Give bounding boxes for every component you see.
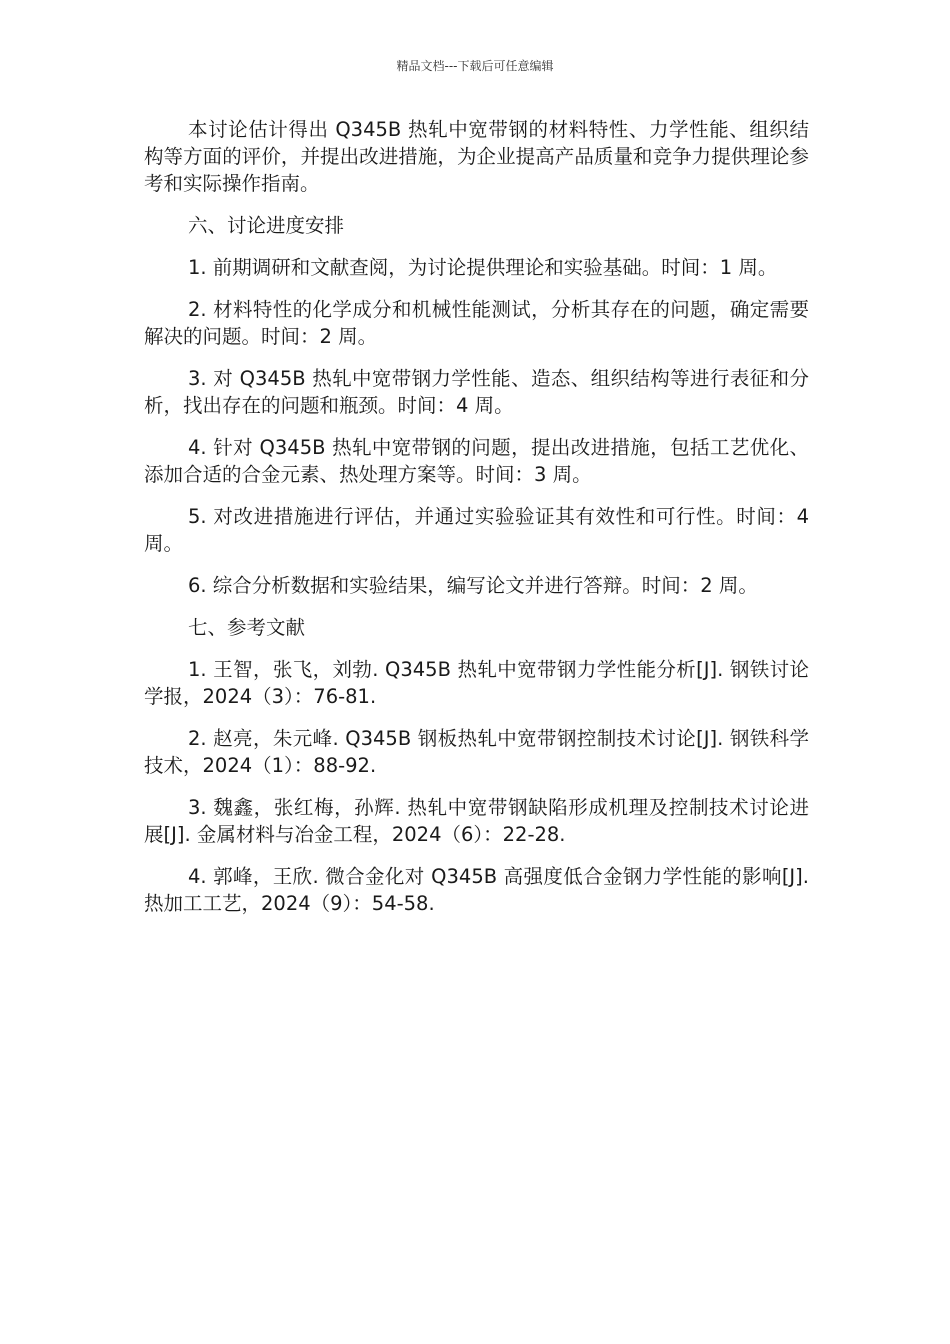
page-header: 精品文档---下载后可任意编辑 [396, 59, 554, 73]
reference-item: 1. 王智，张飞，刘勃. Q345B 热轧中宽带钢力学性能分析[J]. 钢铁讨论学报，2024（3）：76-81. [144, 658, 809, 708]
section-heading-schedule: 六、讨论进度安排 [188, 214, 345, 237]
document-body [144, 116, 809, 932]
schedule-item: 1. 前期调研和文献查阅，为讨论提供理论和实验基础。时间：1 周。 [188, 256, 778, 279]
schedule-item: 2. 材料特性的化学成分和机械性能测试，分析其存在的问题，确定需要解决的问题。时间：2 周。 [144, 298, 809, 348]
schedule-item: 3. 对 Q345B 热轧中宽带钢力学性能、造态、组织结构等进行表征和分析，找出存在的问题和瓶颈。时间：4 周。 [144, 367, 809, 417]
reference-item: 4. 郭峰，王欣. 微合金化对 Q345B 高强度低合金钢力学性能的影响[J]. 热加工工艺，2024（9）：54-58. [144, 865, 809, 915]
schedule-item: 4. 针对 Q345B 热轧中宽带钢的问题，提出改进措施，包括工艺优化、添加合适的合金元素、热处理方案等。时间：3 周。 [144, 436, 809, 486]
reference-item: 2. 赵亮，朱元峰. Q345B 钢板热轧中宽带钢控制技术讨论[J]. 钢铁科学技术，2024（1）：88-92. [144, 727, 809, 777]
reference-item: 3. 魏鑫，张红梅，孙辉. 热轧中宽带钢缺陷形成机理及控制技术讨论进展[J]. 金属材料与冶金工程，2024（6）：22-28. [144, 796, 809, 846]
summary-paragraph: 本讨论估计得出 Q345B 热轧中宽带钢的材料特性、力学性能、组织结构等方面的评价，并提出改进措施，为企业提高产品质量和竞争力提供理论参考和实际操作指南。 [144, 118, 809, 195]
schedule-item: 6. 综合分析数据和实验结果，编写论文并进行答辩。时间：2 周。 [188, 574, 758, 597]
section-heading-references: 七、参考文献 [188, 616, 306, 639]
schedule-item: 5. 对改进措施进行评估，并通过实验验证其有效性和可行性。时间：4 周。 [144, 505, 809, 555]
